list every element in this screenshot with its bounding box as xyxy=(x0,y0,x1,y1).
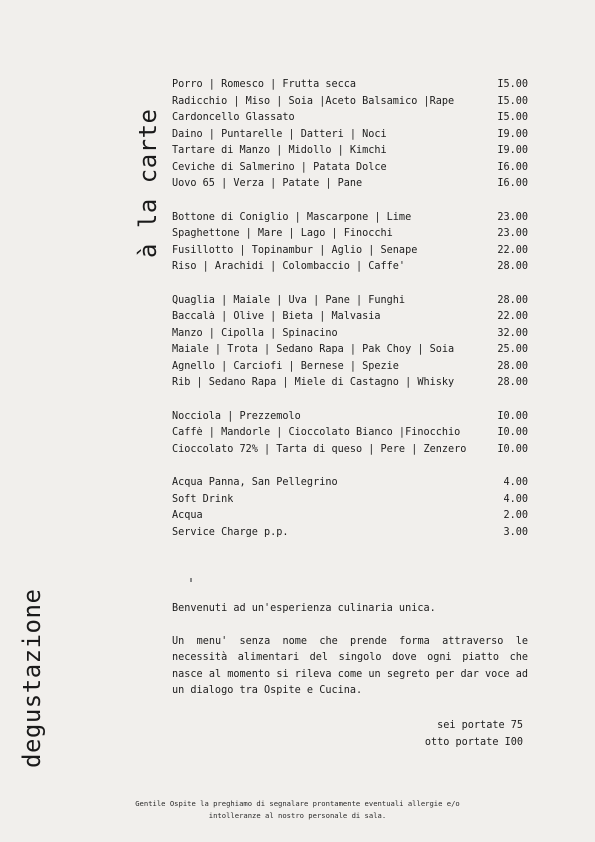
menu-item-name: Fusillotto | Topinambur | Aglio | Senape xyxy=(172,244,418,256)
menu-item xyxy=(172,295,528,312)
menu-item-name: Manzo | Cipolla | Spinacino xyxy=(172,327,338,339)
menu-item xyxy=(172,477,528,494)
tasting-prices xyxy=(425,717,523,751)
menu-item xyxy=(172,444,528,461)
description-text: Un menu' senza nome che prende forma attraverso le necessità alimentari del singolo dove ogni piatto che nasce al momento si rileva come un segreto per dar voce ad un dialogo tra Ospite e Cucina. xyxy=(172,635,528,696)
menu-item xyxy=(172,427,528,444)
menu-item-name: Quaglia | Maiale | Uva | Pane | Funghi xyxy=(172,294,406,306)
menu-item-name: Uovo 65 | Verza | Patate | Pane xyxy=(172,178,363,189)
menu-item-name: Rib | Sedano Rapa | Miele di Castagno | Whisky xyxy=(172,377,455,388)
menu-item-price: 4.00 xyxy=(503,493,528,505)
menu-item xyxy=(172,162,528,179)
menu-item-name: Acqua Panna, San Pellegrino xyxy=(172,477,338,488)
eight-courses-price: otto portate I00 xyxy=(424,737,523,748)
menu-item-name: Maiale | Trota | Sedano Rapa | Pak Choy | Soia xyxy=(172,344,455,355)
menu-item-name: Radicchio | Miso | Soia |Aceto Balsamico |Rape xyxy=(172,95,455,107)
menu-item-price: 22.00 xyxy=(497,311,528,322)
menu-item-name: Bottone di Coniglio | Mascarpone | Lime xyxy=(172,211,412,223)
menu-item-name: Acqua xyxy=(172,510,203,521)
menu-item-name: Service Charge p.p. xyxy=(172,526,289,538)
menu-item-name: Tartare di Manzo | Midollo | Kimchi xyxy=(172,145,387,156)
degustazione-intro xyxy=(172,601,528,716)
menu-item-price: I9.00 xyxy=(497,128,528,140)
menu-item xyxy=(172,510,528,527)
antipasti-section xyxy=(172,79,528,195)
decorative-mark xyxy=(190,578,192,582)
menu-item-name: Cardoncello Glassato xyxy=(172,112,295,123)
menu-item-name: Porro | Romesco | Frutta secca xyxy=(172,79,357,90)
bevande-section xyxy=(172,477,528,543)
menu-item-name: Daino | Puntarelle | Datteri | Noci xyxy=(172,128,387,140)
allergy-note-line: intolleranze al nostro personale di sala. xyxy=(208,811,387,820)
menu-item-name: Cioccolato 72% | Tarta di queso | Pere | Zenzero xyxy=(172,443,467,455)
menu-item xyxy=(172,344,528,361)
menu-item xyxy=(172,228,528,245)
menu-item xyxy=(172,145,528,162)
menu-item-name: Ceviche di Salmerino | Patata Dolce xyxy=(172,161,387,173)
menu-item-name: Spaghettone | Mare | Lago | Finocchi xyxy=(172,228,393,239)
menu-item-price: 2.00 xyxy=(503,510,528,521)
welcome-text: Benvenuti ad un'esperienza culinaria unica. xyxy=(172,603,436,614)
menu-item xyxy=(172,245,528,262)
dolci-section xyxy=(172,411,528,461)
menu-item-price: 25.00 xyxy=(497,344,528,355)
six-courses-price: sei portate 75 xyxy=(437,720,523,731)
menu-item-price: 32.00 xyxy=(497,327,528,339)
menu-item xyxy=(172,527,528,544)
menu-item xyxy=(172,261,528,278)
allergy-note-line: Gentile Ospite la preghiamo di segnalare prontamente eventuali allergie e/o xyxy=(135,799,460,808)
menu-item-price: 3.00 xyxy=(503,526,528,538)
menu-item-price: 28.00 xyxy=(497,294,528,306)
menu-item-price: I5.00 xyxy=(497,95,528,107)
menu-item xyxy=(172,494,528,511)
menu-item xyxy=(172,96,528,113)
menu-item-name: Baccalà | Olive | Bieta | Malvasia xyxy=(172,311,381,322)
menu-item-price: 23.00 xyxy=(497,228,528,239)
menu-item-name: Agnello | Carciofi | Bernese | Spezie xyxy=(172,360,399,372)
menu-item-price: I0.00 xyxy=(497,427,528,438)
menu-item xyxy=(172,129,528,146)
degustazione-title: degustazione xyxy=(18,588,46,768)
menu-item-price: I0.00 xyxy=(497,443,528,455)
menu-item-name: Riso | Arachidi | Colombaccio | Caffe' xyxy=(172,261,406,272)
menu-item-price: I6.00 xyxy=(497,161,528,173)
menu-item-price: 23.00 xyxy=(497,211,528,223)
menu-item xyxy=(172,178,528,195)
secondi-section xyxy=(172,295,528,394)
menu-item-price: I0.00 xyxy=(497,410,528,422)
a-la-carte-title: à la carte xyxy=(134,108,162,258)
menu-item-price: 28.00 xyxy=(497,377,528,388)
a-la-carte-menu xyxy=(172,79,528,560)
menu-item-price: 22.00 xyxy=(497,244,528,256)
menu-item-price: I5.00 xyxy=(497,79,528,90)
menu-item xyxy=(172,361,528,378)
menu-item-name: Soft Drink xyxy=(172,493,234,505)
menu-item xyxy=(172,328,528,345)
primi-section xyxy=(172,212,528,278)
menu-item-price: 28.00 xyxy=(497,261,528,272)
menu-item xyxy=(172,79,528,96)
menu-item-price: 4.00 xyxy=(503,477,528,488)
menu-item-price: I6.00 xyxy=(497,178,528,189)
allergy-note xyxy=(0,798,595,822)
menu-item xyxy=(172,112,528,129)
menu-item-price: I5.00 xyxy=(497,112,528,123)
menu-item-name: Nocciola | Prezzemolo xyxy=(172,410,301,422)
menu-item xyxy=(172,311,528,328)
menu-item-price: 28.00 xyxy=(497,360,528,372)
menu-item xyxy=(172,377,528,394)
menu-item xyxy=(172,411,528,428)
menu-item-name: Caffè | Mandorle | Cioccolato Bianco |Finocchio xyxy=(172,427,461,438)
menu-item-price: I9.00 xyxy=(497,145,528,156)
menu-item xyxy=(172,212,528,229)
